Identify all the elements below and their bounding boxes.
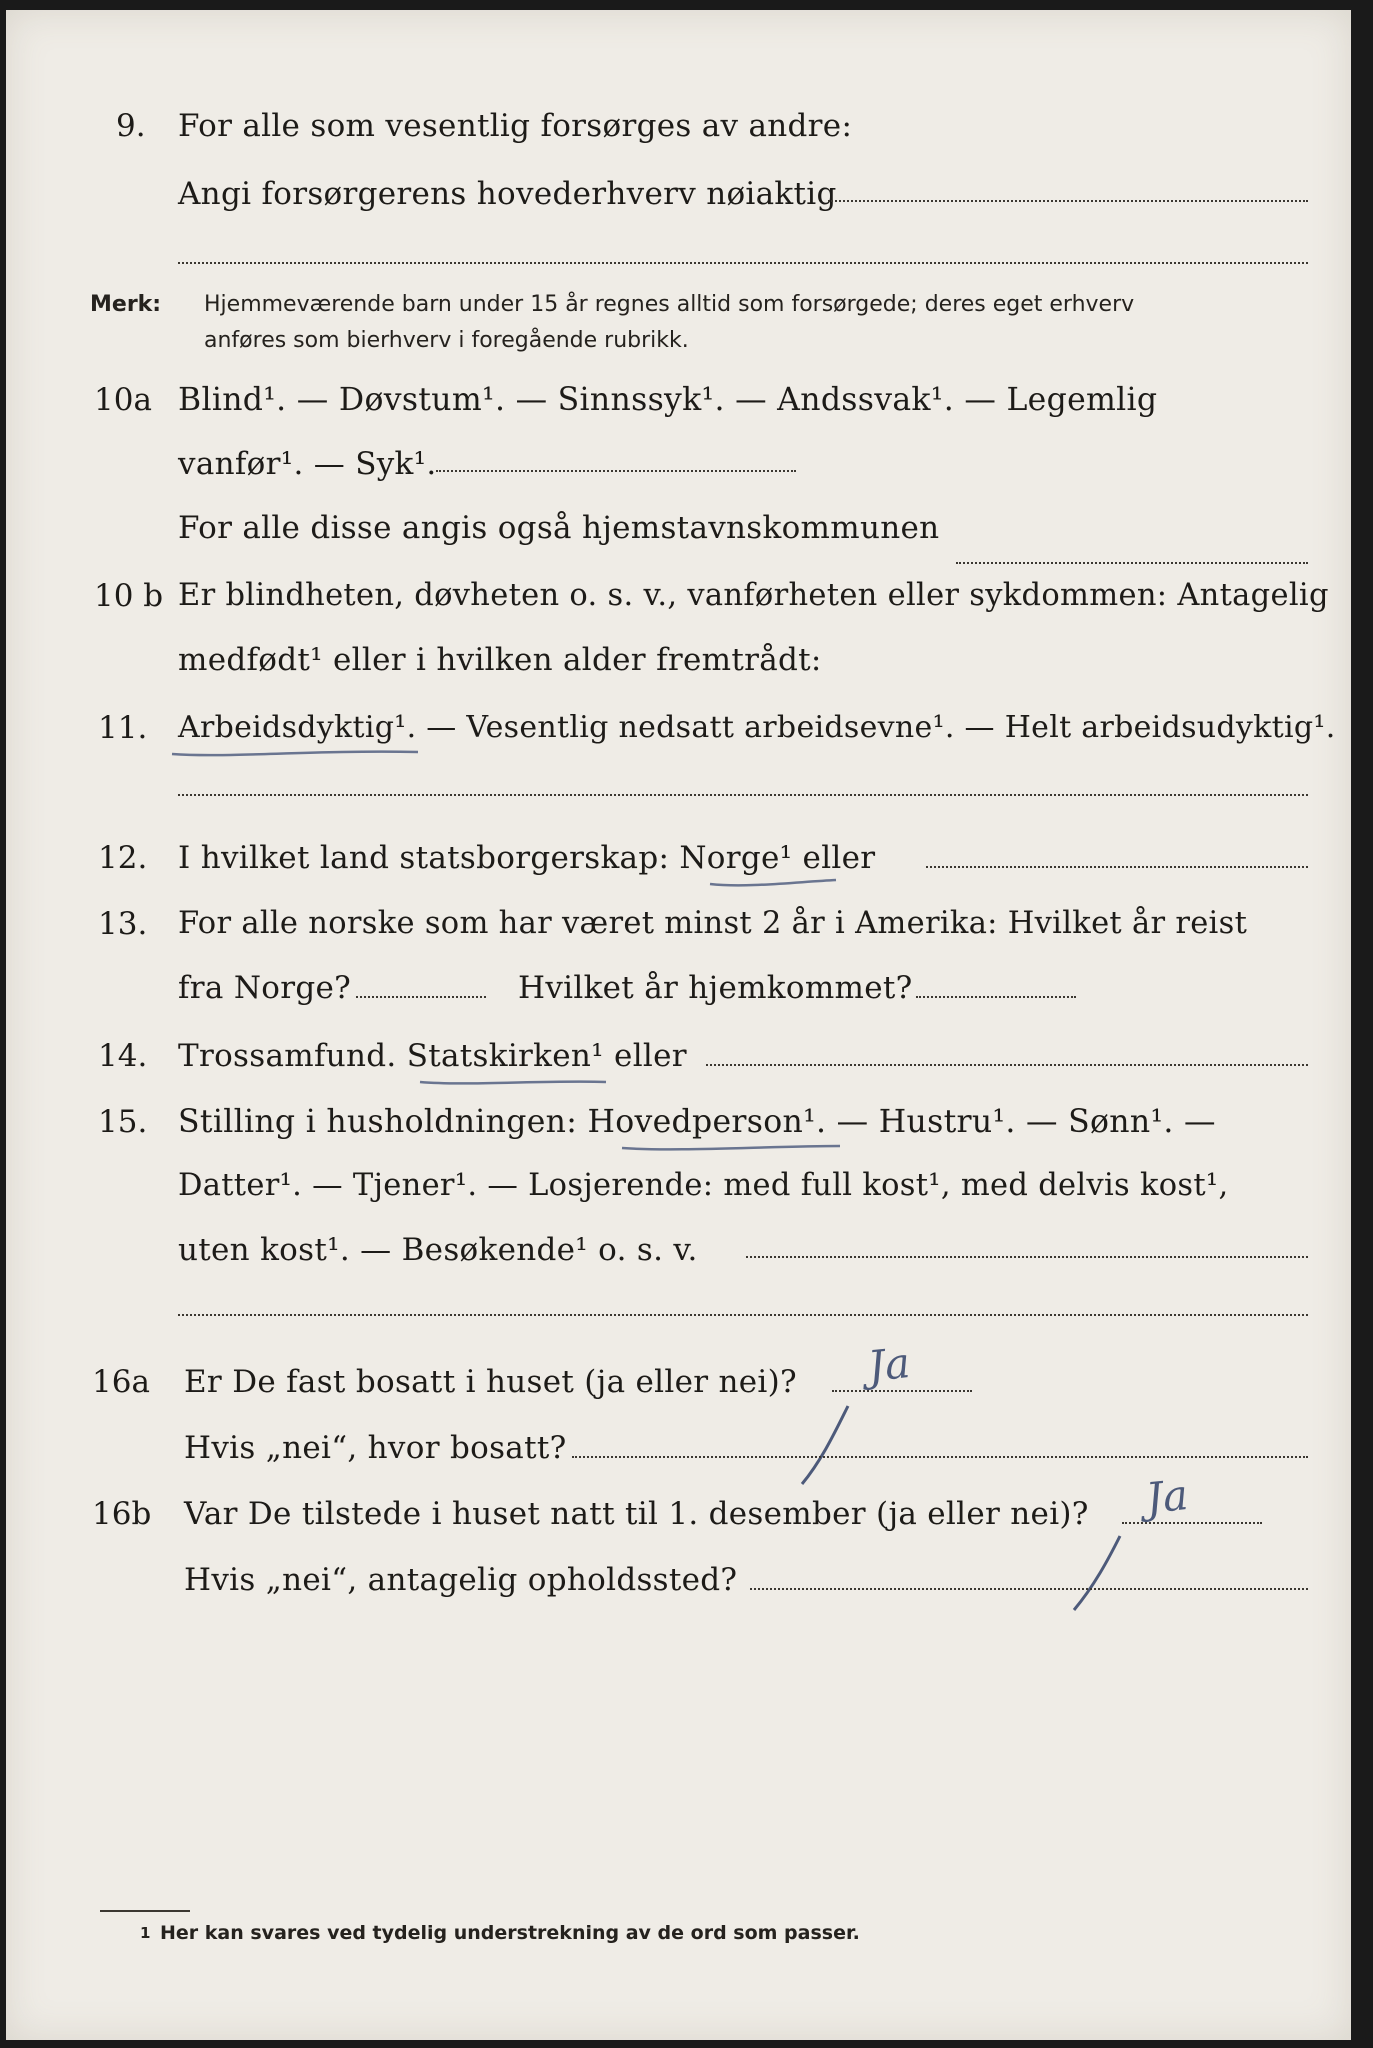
question-14-number: 14. (98, 1038, 148, 1074)
handwritten-stroke-16b (1056, 1530, 1136, 1620)
question-15-number: 15. (98, 1104, 148, 1140)
answer-line-12[interactable] (926, 866, 1308, 868)
answer-line-13-reist[interactable] (356, 996, 486, 998)
handwritten-answer-16a: Ja (865, 1337, 913, 1392)
question-13-text-2a: fra Norge? (178, 970, 352, 1006)
handwritten-underline-statskirken (416, 1060, 616, 1090)
answer-line-16a-bosatt[interactable] (572, 1456, 1308, 1458)
census-form-page (6, 10, 1351, 2040)
answer-line-13-hjemkommet[interactable] (916, 996, 1076, 998)
question-10a-number: 10a (94, 382, 152, 418)
question-11-number: 11. (98, 710, 148, 746)
question-16a-text: Er De fast bosatt i huset (ja eller nei)? (184, 1364, 797, 1400)
answer-line-11[interactable] (178, 794, 1308, 796)
question-12-number: 12. (98, 840, 148, 876)
question-10a-text-2: vanfør¹. — Syk¹. (178, 446, 437, 482)
question-13-text-2b: Hvilket år hjemkommet? (518, 970, 913, 1006)
merk-label: Merk: (90, 292, 162, 317)
question-10b-text-2: medfødt¹ eller i hvilken alder fremtrådt: (178, 642, 822, 678)
question-10a-text: Blind¹. — Døvstum¹. — Sinnssyk¹. — Andssvak¹. — Legemlig (178, 382, 1158, 418)
handwritten-answer-16b: Ja (1143, 1469, 1191, 1524)
handwritten-underline-norge (706, 862, 846, 892)
answer-line-10a[interactable] (436, 470, 796, 472)
question-16b-text-2: Hvis „nei“, antagelig opholdssted? (184, 1562, 738, 1598)
question-13-text: For alle norske som har været minst 2 år i Amerika: Hvilket år reist (178, 906, 1248, 941)
question-9-number: 9. (116, 108, 146, 144)
answer-line-16a[interactable] (832, 1390, 972, 1392)
question-16a-text-2: Hvis „nei“, hvor bosatt? (184, 1430, 567, 1466)
handwritten-underline-hovedperson (618, 1126, 848, 1156)
answer-line-9a[interactable] (828, 200, 1308, 202)
handwritten-underline-arbeidsdyktig (168, 732, 428, 762)
question-16b-text: Var De tilstede i huset natt til 1. desember (ja eller nei)? (184, 1496, 1089, 1532)
answer-line-9b[interactable] (178, 262, 1308, 264)
merk-text-2: anføres som bierhverv i foregående rubrikk. (204, 328, 689, 353)
question-16b-number: 16b (92, 1496, 152, 1532)
footnote-divider (100, 1910, 190, 1912)
question-9-text: For alle som vesentlig forsørges av andre: (178, 108, 853, 144)
answer-line-16b-opholdssted[interactable] (750, 1588, 1308, 1590)
question-15-text-2: Datter¹. — Tjener¹. — Losjerende: med full kost¹, med delvis kost¹, (178, 1168, 1229, 1203)
question-9-subtext: Angi forsørgerens hovederhverv nøiaktig (178, 176, 837, 212)
question-16a-number: 16a (92, 1364, 150, 1400)
merk-text-1: Hjemmeværende barn under 15 år regnes alltid som forsørgede; deres eget erhverv (204, 292, 1135, 317)
answer-line-14[interactable] (706, 1064, 1308, 1066)
question-15-text-3: uten kost¹. — Besøkende¹ o. s. v. (178, 1232, 698, 1268)
question-10a-text-3: For alle disse angis også hjemstavnskommunen (178, 510, 940, 546)
answer-line-16b[interactable] (1122, 1522, 1262, 1524)
answer-line-15[interactable] (746, 1256, 1308, 1258)
question-10b-text: Er blindheten, døvheten o. s. v., vanførheten eller sykdommen: Antagelig (178, 578, 1329, 613)
handwritten-stroke-16a (786, 1400, 866, 1490)
question-15-text: Stilling i husholdningen: Hovedperson¹. — Hustru¹. — Sønn¹. — (178, 1104, 1216, 1140)
question-12-text: I hvilket land statsborgerskap: Norge¹ eller (178, 840, 876, 876)
question-10b-number: 10 b (94, 578, 164, 614)
footnote-mark: 1 (140, 1924, 151, 1942)
footnote-text: Her kan svares ved tydelig understrekning av de ord som passer. (160, 1922, 860, 1944)
answer-line-10a-kommune[interactable] (956, 562, 1308, 564)
question-11-text: Arbeidsdyktig¹. — Vesentlig nedsatt arbeidsevne¹. — Helt arbeidsudyktig¹. (178, 710, 1336, 745)
answer-line-15b[interactable] (178, 1314, 1308, 1316)
question-13-number: 13. (98, 906, 148, 942)
question-14-text: Trossamfund. Statskirken¹ eller (178, 1038, 687, 1074)
